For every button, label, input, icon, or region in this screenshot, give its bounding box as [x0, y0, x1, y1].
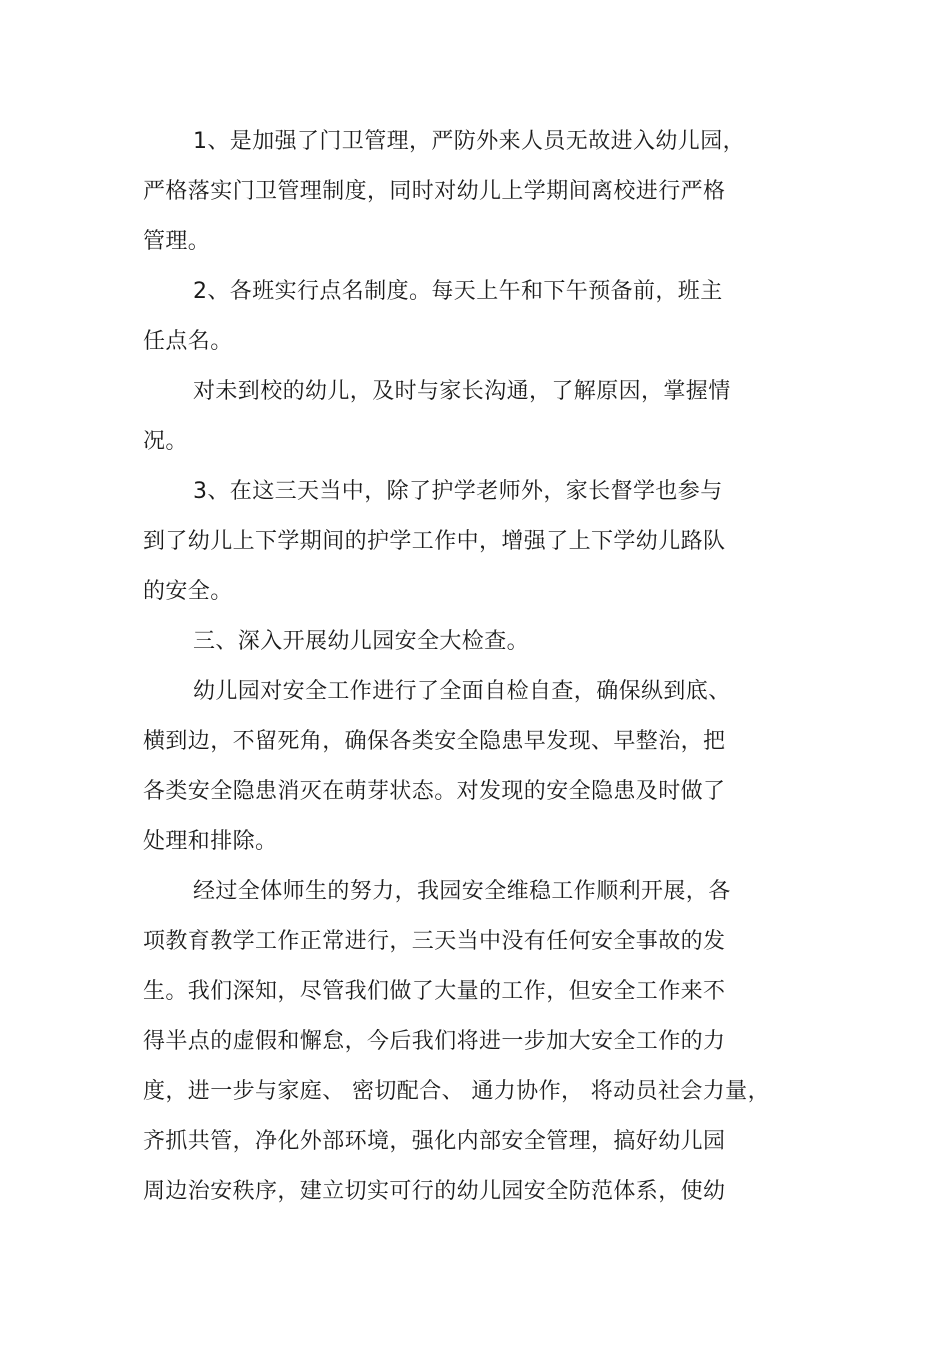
section-heading: 三、深入开展幼儿园安全大检查。 [193, 629, 530, 654]
text-line: 到了幼儿上下学期间的护学工作中，增强了上下学幼儿路队 [143, 529, 726, 554]
text-line: 处理和排除。 [143, 829, 278, 854]
text-line: 项教育教学工作正常进行，三天当中没有任何安全事故的发 [143, 929, 726, 954]
text-line: 对未到校的幼儿，及时与家长沟通，了解原因，掌握情 [193, 379, 731, 404]
text-line: 况。 [143, 429, 188, 454]
text-line: 3、在这三天当中，除了护学老师外，家长督学也参与 [193, 479, 723, 504]
text-line: 幼儿园对安全工作进行了全面自检自查，确保纵到底、 [193, 679, 731, 704]
text-line: 严格落实门卫管理制度，同时对幼儿上学期间离校进行严格 [143, 179, 726, 204]
text-line: 经过全体师生的努力，我园安全维稳工作顺利开展，各 [193, 879, 731, 904]
text-line: 生。我们深知，尽管我们做了大量的工作，但安全工作来不 [143, 979, 726, 1004]
text-line: 2、各班实行点名制度。每天上午和下午预备前，班主 [193, 279, 723, 304]
text-line: 得半点的虚假和懈怠，今后我们将进一步加大安全工作的力 [143, 1029, 726, 1054]
text-line: 齐抓共管，净化外部环境，强化内部安全管理，搞好幼儿园 [143, 1129, 726, 1154]
text-line: 周边治安秩序，建立切实可行的幼儿园安全防范体系，使幼 [143, 1179, 726, 1204]
text-line: 的安全。 [143, 579, 233, 604]
text-line: 任点名。 [143, 329, 233, 354]
text-line: 横到边，不留死角，确保各类安全隐患早发现、早整治，把 [143, 729, 726, 754]
text-line: 各类安全隐患消灭在萌芽状态。对发现的安全隐患及时做了 [143, 779, 726, 804]
text-line: 1、是加强了门卫管理，严防外来人员无故进入幼儿园， [193, 129, 745, 154]
text-line: 度，进一步与家庭、 密切配合、 通力协作， 将动员社会力量， [143, 1079, 770, 1104]
text-line: 管理。 [143, 229, 211, 254]
